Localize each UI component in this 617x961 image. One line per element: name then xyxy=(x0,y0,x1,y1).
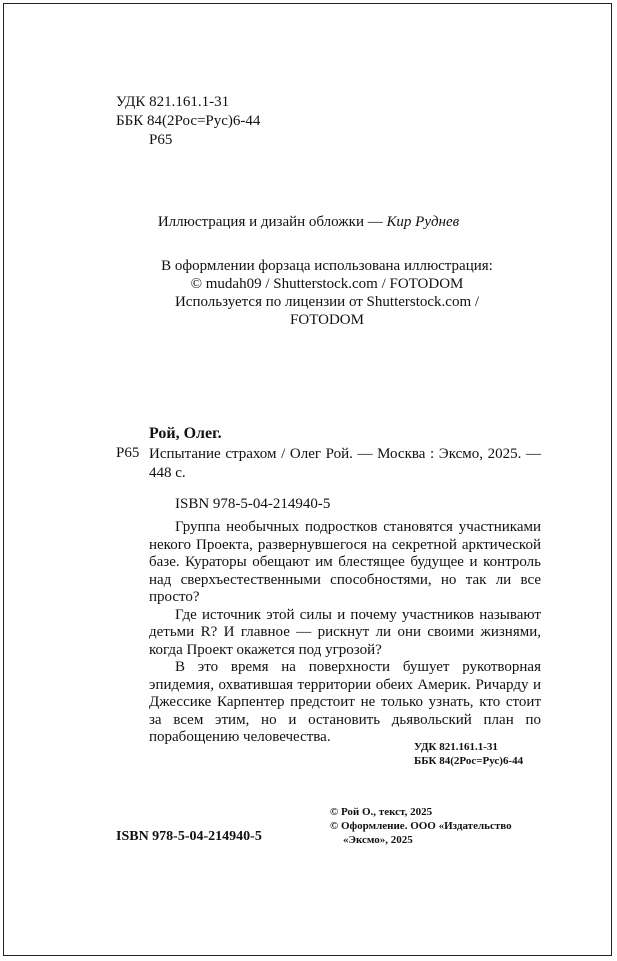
endpaper-credit-line: Используется по лицензии от Shutterstock.com / xyxy=(174,294,480,310)
isbn-line: ISBN 978-5-04-214940-5 xyxy=(175,496,331,512)
copyright-design-cont: «Эксмо», 2025 xyxy=(343,834,413,846)
copyright-block xyxy=(330,805,512,847)
bbk-code: ББК 84(2Рос=Рус)6-44 xyxy=(116,113,261,129)
classification-block-bottom xyxy=(414,740,523,768)
author-heading: Рой, Олег. xyxy=(149,425,222,442)
biblio-author-sign: Р65 xyxy=(116,445,140,461)
annotation xyxy=(149,519,541,747)
copyright-design: © Оформление. ООО «Издательство xyxy=(330,820,512,832)
annotation-paragraph: В это время на поверхности бушует рукотворная эпидемия, охватившая территории обеих Америк. Ричарду и Джессике Карпентер предстоит не только узнать, кто стоит за всем этим, но и остановить дьявольский план по порабощению человечества. xyxy=(149,659,541,745)
endpaper-credit xyxy=(0,257,617,329)
author-sign: Р65 xyxy=(149,132,173,148)
bibliographic-description: Испытание страхом / Олег Рой. — Москва : Эксмо, 2025. — 448 с. xyxy=(149,446,541,481)
illustration-credit-label: Иллюстрация и дизайн обложки — xyxy=(157,214,387,230)
endpaper-credit-line: FOTODOM xyxy=(290,312,364,328)
annotation-paragraph: Группа необычных подростков становятся участниками некого Проекта, развернувшегося на секретной арктической базе. Кураторы обещают им блестящее будущее и контроль над сверхъестественными способностями, но так ли все просто? xyxy=(149,519,541,605)
copyright-text: © Рой О., текст, 2025 xyxy=(330,806,433,818)
udk-code-bottom: УДК 821.161.1-31 xyxy=(414,741,498,753)
endpaper-credit-line: В оформлении форзаца использована иллюстрация: xyxy=(161,258,493,274)
bbk-code-bottom: ББК 84(2Рос=Рус)6-44 xyxy=(414,755,524,767)
udk-code: УДК 821.161.1-31 xyxy=(116,94,230,110)
illustration-credit xyxy=(0,214,617,231)
annotation-paragraph: Где источник этой силы и почему участников называют детьми R? И главное — рискнут ли они своими жизнями, когда Проект окажется под угрозой? xyxy=(149,606,541,658)
illustrator-name: Кир Руднев xyxy=(386,214,460,230)
endpaper-credit-line: © mudah09 / Shutterstock.com / FOTODOM xyxy=(190,276,464,292)
isbn-bottom: ISBN 978-5-04-214940-5 xyxy=(116,829,262,844)
classification-block-top xyxy=(116,93,260,150)
